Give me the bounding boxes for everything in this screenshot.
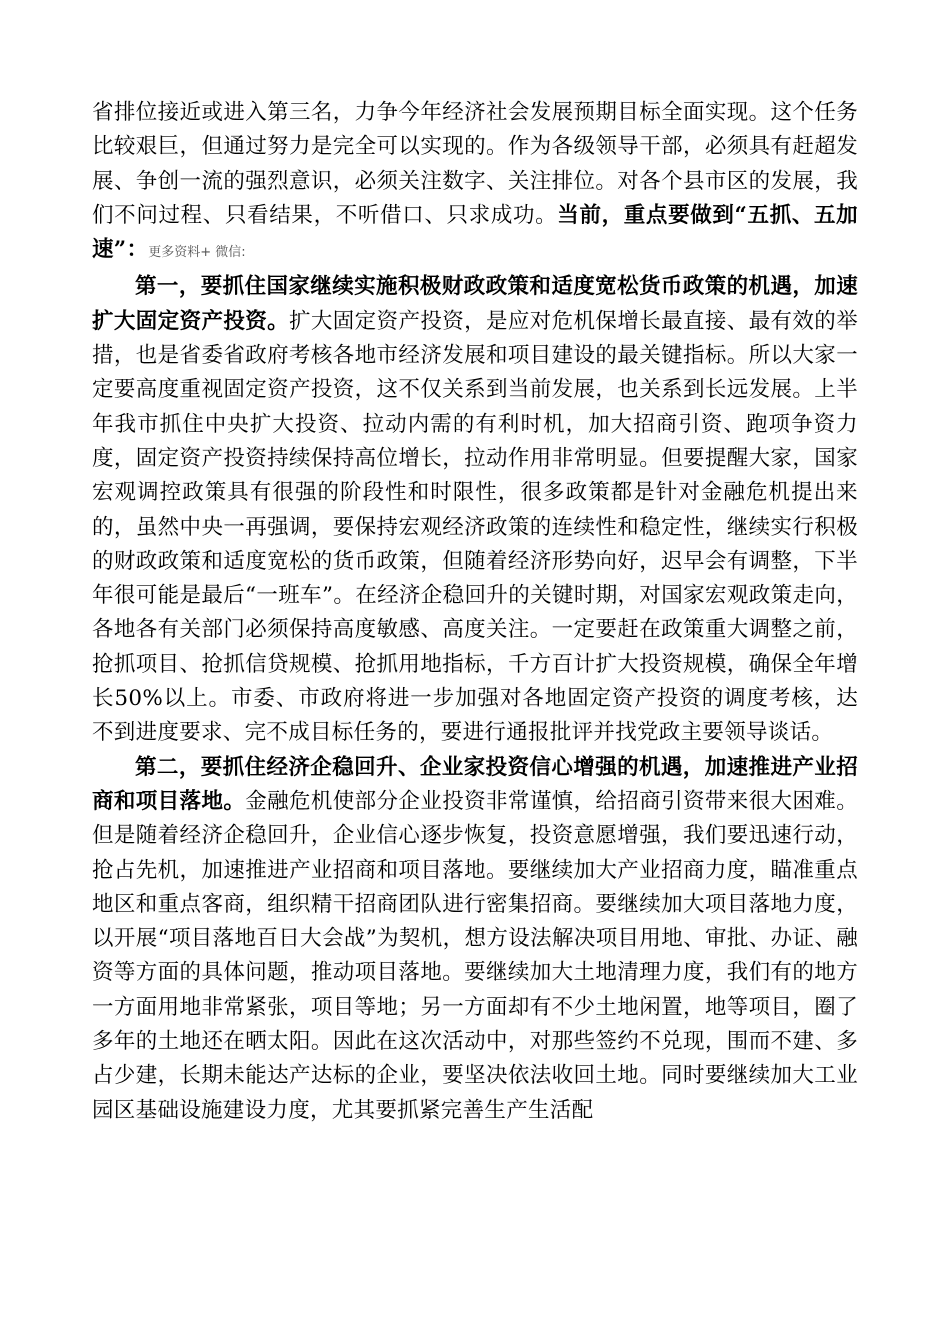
section-1-paragraph (92, 270, 858, 750)
section-2-heading: 第二，要抓住经济企稳回升、企业家投资信心增强的机遇，加速推进产业招商和项目落地。 (92, 754, 858, 814)
section-2-body: 金融危机使部分企业投资非常谨慎，给招商引资带来很大困难。但是随着经济企稳回升，企业信心逐步恢复，投资意愿增强，我们要迅速行动，抢占先机，加速推进产业招商和项目落地。要继续加大产业招商力度，瞄准重点地区和重点客商，组织精干招商团队进行密集招商。要继续加大项目落地力度，以开展“项目落地百日大会战”为契机，想方设法解决项目用地、审批、办证、融资等方面的具体问题，推动项目落地。要继续加大土地清理力度，我们有的地方一方面用地非常紧张，项目等地；另一方面却有不少土地闲置，地等项目，圈了多年的土地还在晒太阳。因此在这次活动中，对那些签约不兑现，围而不建、多占少建，长期未能达产达标的企业，要坚决依法收回土地。同时要继续加大工业园区基础设施建设力度，尤其要抓紧完善生产生活配 (92, 788, 858, 1123)
section-2-paragraph (92, 751, 858, 1128)
intro-note: 更多资料+ 微信: (148, 245, 246, 261)
section-1-heading: 第一，要抓住国家继续实施积极财政政策和适度宽松货币政策的机遇，加速扩大固定资产投资。 (92, 274, 858, 334)
document-page (92, 96, 858, 1128)
intro-paragraph (92, 96, 858, 270)
section-1-body: 扩大固定资产投资，是应对危机保增长最直接、最有效的举措，也是省委省政府考核各地市经济发展和项目建设的最关键指标。所以大家一定要高度重视固定资产投资，这不仅关系到当前发展，也关系到长远发展。上半年我市抓住中央扩大投资、拉动内需的有利时机，加大招商引资、跑项争资力度，固定资产投资持续保持高位增长，拉动作用非常明显。但要提醒大家，国家宏观调控政策具有很强的阶段性和时限性，很多政策都是针对金融危机提出来的，虽然中央一再强调，要保持宏观经济政策的连续性和稳定性，继续实行积极的财政政策和适度宽松的货币政策，但随着经济形势向好，迟早会有调整，下半年很可能是最后“一班车”。在经济企稳回升的关键时期，对国家宏观政策走向，各地各有关部门必须保持高度敏感、高度关注。一定要赶在政策重大调整之前，抢抓项目、抢抓信贷规模、抢抓用地指标，千方百计扩大投资规模，确保全年增长50%以上。市委、市政府将进一步加强对各地固定资产投资的调度考核，达不到进度要求、完不成目标任务的，要进行通报批评并找党政主要领导谈话。 (92, 308, 858, 746)
intro-text: 省排位接近或进入第三名，力争今年经济社会发展预期目标全面实现。这个任务比较艰巨，但通过努力是完全可以实现的。作为各级领导干部，必须具有赶超发展、争创一流的强烈意识，必须关注数字、关注排位。对各个县市区的发展，我们不问过程、只看结果，不听借口、只求成功。 (92, 100, 858, 228)
intro-bold-text: 当前，重点要做到“五抓、五加速”： (92, 202, 858, 263)
